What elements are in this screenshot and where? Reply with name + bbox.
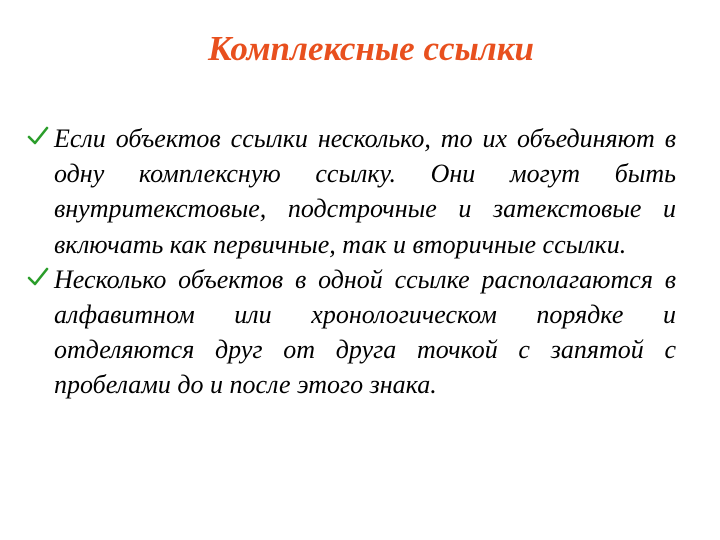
slide-title: Комплексные ссылки xyxy=(208,29,534,68)
bullet-item xyxy=(26,262,676,403)
bullet-text: Несколько объектов в одной ссылке располагаются в алфавитном или хронологическом порядке и отделяются друг от друга точкой с запятой с пробелами до и после этого знака. xyxy=(54,264,676,400)
check-icon xyxy=(26,265,50,289)
check-icon xyxy=(26,124,50,148)
bullet-list xyxy=(26,121,676,403)
bullet-item xyxy=(26,121,676,262)
bullet-text: Если объектов ссылки несколько, то их объединяют в одну комплексную ссылку. Они могут быть внутритекстовые, подстрочные и затекстовые и включать как первичные, так и вторичные ссылки. xyxy=(54,124,676,259)
